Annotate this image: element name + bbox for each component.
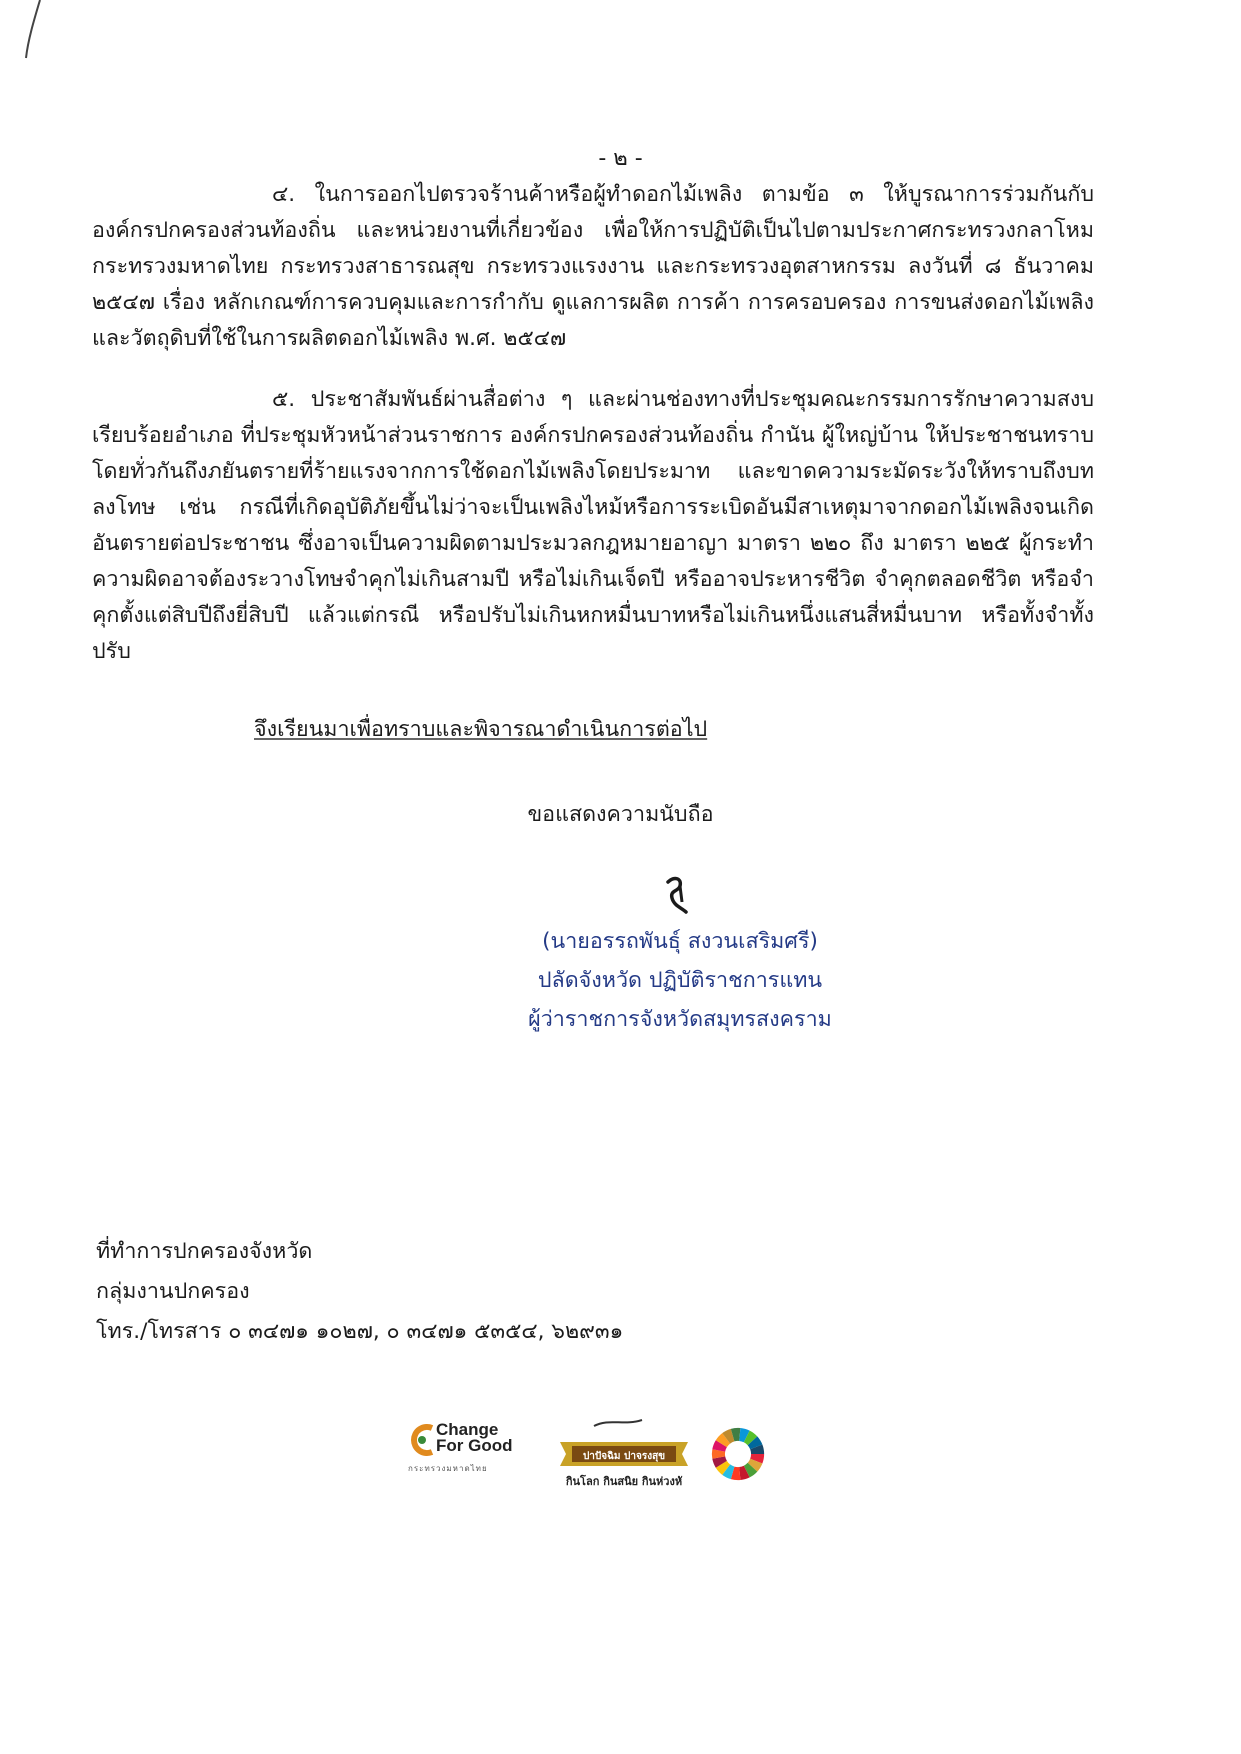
campaign-slogan: กินโลก กินสนิย กินห่วงหั [565,1475,683,1488]
paragraph-item-4: ๔. ในการออกไปตรวจร้านค้าหรือผู้ทำดอกไม้เพลิง ตามข้อ ๓ ให้บูรณาการร่วมกันกับองค์กรปกครองส่วนท้องถิ่น และหน่วยงานที่เกี่ยวข้อง เพื่อให้การปฏิบัติเป็นไปตามประกาศกระทรวงกลาโหม กระทรวงมหาดไทย กระทรวงสาธารณสุข กระทรวงแรงงาน และกระทรวงอุตสาหกรรม ลงวันที่ ๘ ธันวาคม ๒๕๔๗ เรื่อง หลักเกณฑ์การควบคุมและการกำกับ ดูแลการผลิต การค้า การครอบครอง การขนส่งดอกไม้เพลิงและวัตถุดิบที่ใช้ในการผลิตดอกไม้เพลิง พ.ศ. ๒๕๔๗ [92,182,1094,351]
footer-contact-block [96,1232,623,1352]
change-for-good-logo [408,1422,538,1472]
paragraph-item-5: ๕. ประชาสัมพันธ์ผ่านสื่อต่าง ๆ และผ่านช่องทางที่ประชุมคณะกรรมการรักษาความสงบเรียบร้อยอำเภอ ที่ประชุมหัวหน้าส่วนราชการ องค์กรปกครองส่วนท้องถิ่น กำนัน ผู้ใหญ่บ้าน ให้ประชาชนทราบโดยทั่วกันถึงภยันตรายที่ร้ายแรงจากการใช้ดอกไม้เพลิงโดยประมาท และขาดความระมัดระวังให้ทราบถึงบทลงโทษ เช่น กรณีที่เกิดอุบัติภัยขึ้นไม่ว่าจะเป็นเพลิงไหม้หรือการระเบิดอันมีสาเหตุมาจากดอกไม้เพลิงจนเกิดอันตรายต่อประชาชน ซึ่งอาจเป็นความผิดตามประมวลกฎหมายอาญา มาตรา ๒๒๐ ถึง มาตรา ๒๒๕ ผู้กระทำความผิดอาจต้องระวางโทษจำคุกไม่เกินสามปี หรือไม่เกินเจ็ดปี หรืออาจประหารชีวิต จำคุกตลอดชีวิต หรือจำคุกตั้งแต่สิบปีถึงยี่สิบปี แล้วแต่กรณี หรือปรับไม่เกินหกหมื่นบาทหรือไม่เกินหนึ่งแสนสี่หมื่นบาท หรือทั้งจำทั้งปรับ [92,387,1094,664]
change-for-good-subtext: กระทรวงมหาดไทย [408,1464,488,1473]
signature-mark [660,872,696,916]
footer-division: กลุ่มงานปกครอง [96,1279,250,1304]
change-for-good-text: Change For Good [436,1420,513,1455]
signatory-position: ปลัดจังหวัด ปฏิบัติราชการแทน [537,968,823,993]
signatory-on-behalf: ผู้ว่าราชการจังหวัดสมุทรสงคราม [528,1007,832,1032]
page-number: - ๒ - [598,146,643,171]
closing-sentence: จึงเรียนมาเพื่อทราบและพิจารณาดำเนินการต่อไป [254,717,708,742]
change-for-good-icon [408,1422,438,1458]
sdg-wheel-logo [710,1426,766,1482]
signatory-name: (นายอรรถพันธุ์ สงวนเสริมศรี) [542,929,818,954]
scan-edge-mark [18,0,58,60]
regards-line: ขอแสดงความนับถือ [527,802,714,827]
footer-phone-fax: โทร./โทรสาร ๐ ๓๔๗๑ ๑๐๒๗, ๐ ๓๔๗๑ ๕๓๕๔, ๖๒๙๓๑ [96,1319,624,1344]
campaign-banner-text: ปาปัจฉิม ปาจรงสุข [582,1451,666,1462]
signatory-block [500,922,860,1039]
logo-strip [408,1408,788,1508]
campaign-emblem [554,1412,694,1492]
footer-office: ที่ทำการปกครองจังหวัด [96,1239,313,1264]
